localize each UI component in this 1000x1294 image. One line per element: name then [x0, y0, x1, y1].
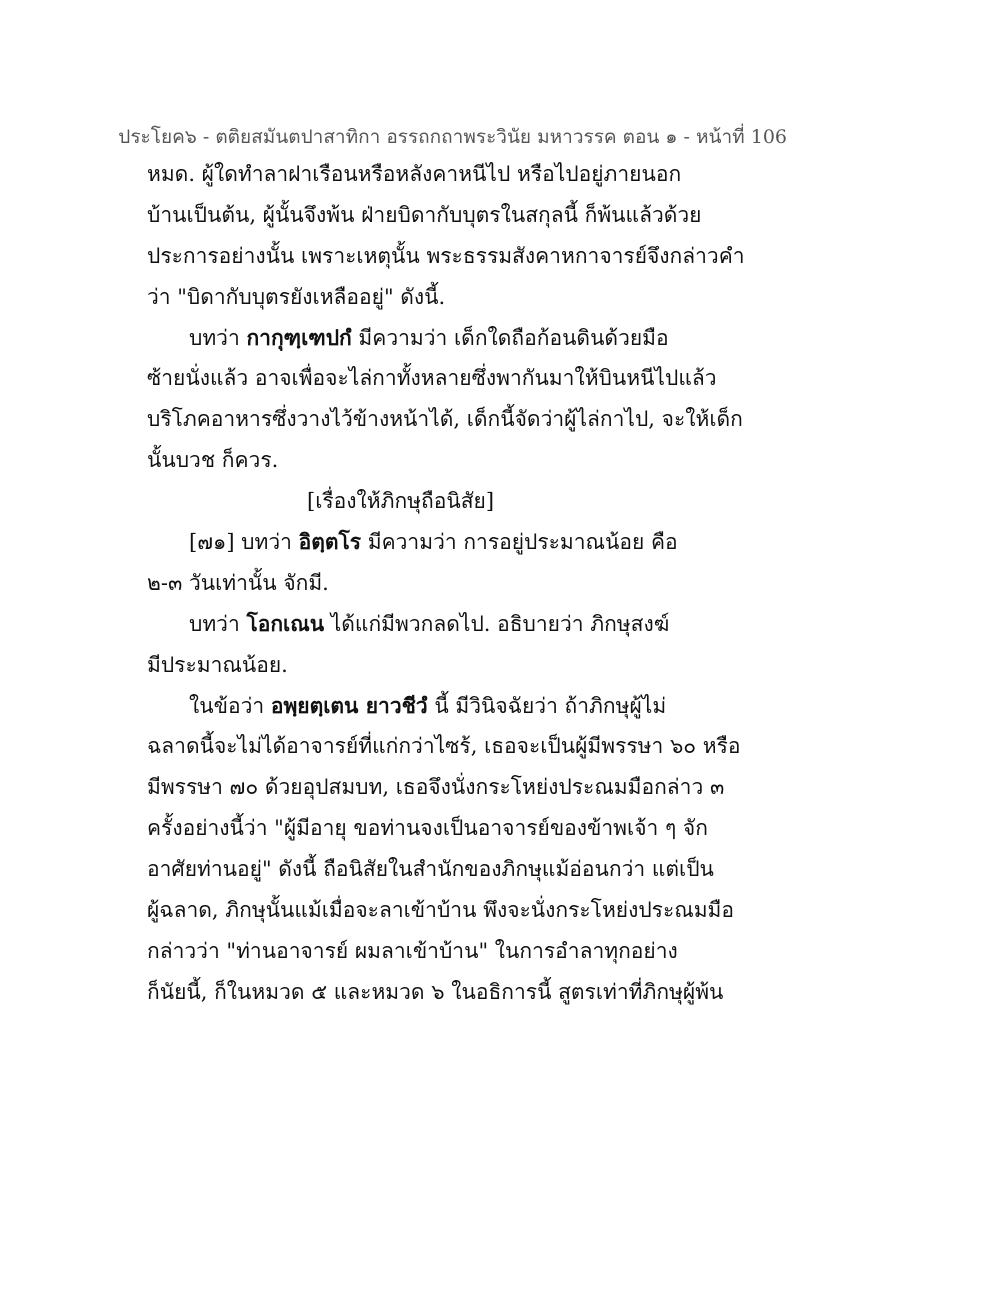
text-line-17: [147, 808, 767, 849]
text-line-6: [147, 358, 767, 399]
line-text: นั้นบวช ก็ควร.: [147, 448, 279, 473]
text-line-13: [147, 645, 767, 686]
text-line-14: [147, 686, 767, 727]
line-text-post: นี้ มีวินิจฉัยว่า ถ้าภิกษุผู้ไม่: [427, 693, 667, 718]
line-text: ผู้ฉลาด, ภิกษุนั้นแม้เมื่อจะลาเข้าบ้าน พึงจะนั่งกระโหย่งประณมมือ: [147, 898, 735, 923]
page-header: ประโยค๖ - ตติยสมันตปาสาทิกา อรรถกถาพระวินัย มหาวรรค ตอน ๑ - หน้าที่ 106: [118, 126, 787, 148]
line-text-post: มีความว่า การอยู่ประมาณน้อย คือ: [361, 530, 678, 555]
text-line-4: [147, 277, 767, 318]
line-text-pre: บทว่า: [189, 611, 247, 636]
text-line-5: [147, 318, 767, 359]
text-line-21: [147, 972, 767, 1013]
line-text: หมด. ผู้ใดทำลาฝาเรือนหรือหลังคาหนีไป หรือไปอยู่ภายนอก: [147, 162, 682, 186]
line-text: ประการอย่างนั้น เพราะเหตุนั้น พระธรรมสังคาหกาจารย์จึงกล่าวคำ: [147, 243, 745, 268]
line-text: ซ้ายนั่งแล้ว อาจเพื่อจะไล่กาทั้งหลายซึ่งพากันมาให้บินหนีไปแล้ว: [147, 366, 717, 391]
text-line-8: [147, 440, 767, 481]
text-line-15: [147, 726, 767, 767]
text-line-20: [147, 931, 767, 972]
heading-text: [เรื่องให้ภิกษุถือนิสัย]: [307, 489, 495, 514]
section-heading: [147, 481, 767, 522]
line-text: บริโภคอาหารซึ่งวางไว้ข้างหน้าได้, เด็กนี้จัดว่าผู้ไล่กาไป, จะให้เด็ก: [147, 407, 743, 432]
text-line-7: [147, 399, 767, 440]
line-text: มีพรรษา ๗๐ ด้วยอุปสมบท, เธอจึงนั่งกระโหย่งประณมมือกล่าว ๓: [147, 775, 725, 800]
line-text: มีประมาณน้อย.: [147, 652, 288, 677]
line-text-pre: ในข้อว่า: [189, 693, 271, 718]
text-line-19: [147, 890, 767, 931]
line-text-post: ได้แก่มีพวกลดไป. อธิบายว่า ภิกษุสงฆ์: [324, 611, 670, 636]
text-line-18: [147, 849, 767, 890]
line-text: ครั้งอย่างนี้ว่า "ผู้มีอายุ ขอท่านจงเป็นอาจารย์ของข้าพเจ้า ๆ จัก: [147, 816, 708, 841]
line-text: ฉลาดนี้จะไม่ได้อาจารย์ที่แก่กว่าไซร้, เธอจะเป็นผู้มีพรรษา ๖๐ หรือ: [147, 734, 741, 759]
line-text: บ้านเป็นต้น, ผู้นั้นจึงพ้น ฝ่ายบิดากับบุตรในสกุลนี้ ก็พ้นแล้วด้วย: [147, 202, 702, 227]
text-line-2: [147, 195, 767, 236]
bold-term: อพฺยตฺเตน ยาวชีวํ: [270, 692, 428, 718]
line-text: อาศัยท่านอยู่" ดังนี้ ถือนิสัยในสำนักของภิกษุแม้อ่อนกว่า แต่เป็น: [147, 857, 714, 882]
line-text: ว่า "บิดากับบุตรยังเหลืออยู่" ดังนี้.: [147, 284, 446, 309]
text-line-16: [147, 767, 767, 808]
line-text-pre: บทว่า: [189, 325, 247, 350]
line-text: กล่าวว่า "ท่านอาจารย์ ผมลาเข้าบ้าน" ในการอำลาทุกอย่าง: [147, 938, 678, 963]
text-line-11: [147, 563, 767, 604]
text-line-10: [147, 522, 767, 563]
text-line-12: [147, 604, 767, 645]
bold-term: อิตฺตโร: [298, 529, 362, 555]
line-text-pre: [๗๑] บทว่า: [189, 530, 299, 555]
line-text-post: มีความว่า เด็กใดถือก้อนดินด้วยมือ: [351, 325, 669, 350]
line-text: ๒-๓ วันเท่านั้น จักมี.: [147, 570, 329, 595]
document-body: [147, 154, 767, 1013]
line-text: ก็นัยนี้, ก็ในหมวด ๕ และหมวด ๖ ในอธิการนี้ สูตรเท่าที่ภิกษุผู้พ้น: [147, 979, 724, 1004]
text-line-3: [147, 236, 767, 277]
bold-term: โอกเณน: [246, 610, 325, 636]
text-line-1: [147, 154, 767, 195]
bold-term: กากุฑฺเฑปกํ: [246, 324, 352, 350]
